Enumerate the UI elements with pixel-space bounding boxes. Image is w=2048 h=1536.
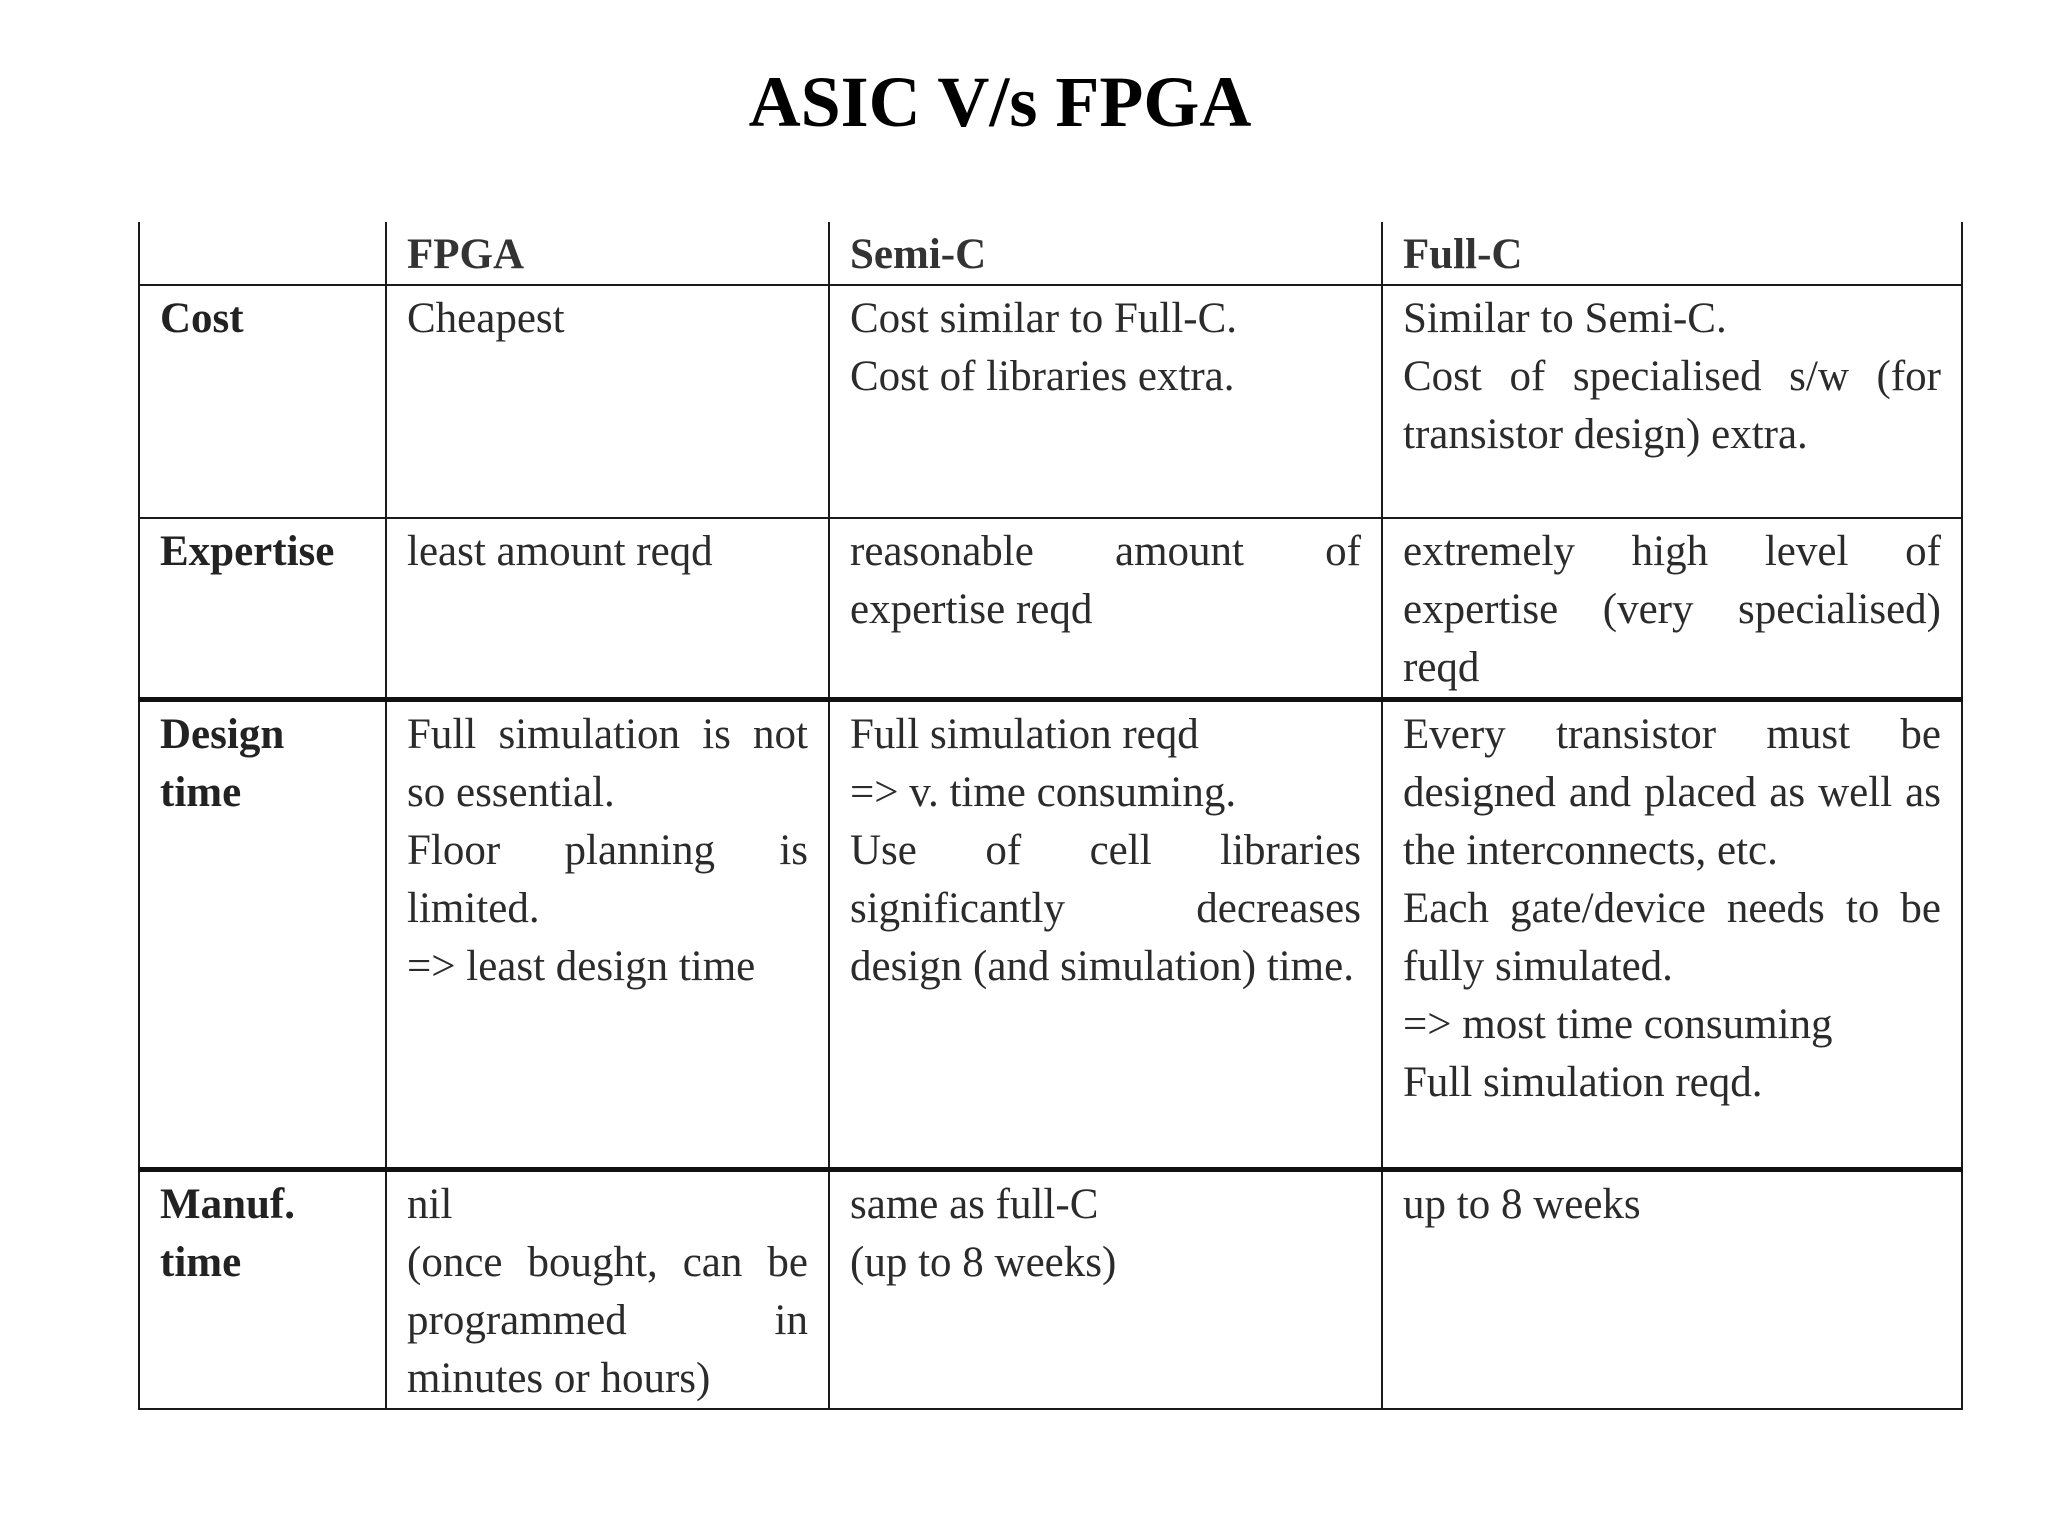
cell-line: Cost of specialised s/w (for transistor design) extra. xyxy=(1403,353,1941,458)
cell-line: nil xyxy=(407,1181,453,1228)
cell-line: Similar to Semi-C. xyxy=(1403,295,1727,342)
cell-line: Full simulation is not so essential. xyxy=(407,711,808,816)
header-cell-full-c: Full-C xyxy=(1382,222,1962,285)
cell-line: Cheapest xyxy=(407,295,565,342)
comparison-table xyxy=(138,222,1963,1410)
header-cell-semi-c: Semi-C xyxy=(829,222,1382,285)
cell-line: Cost of libraries extra. xyxy=(850,353,1235,400)
cell-line: Floor planning is limited. xyxy=(407,827,808,932)
cell-line: Full simulation reqd. xyxy=(1403,1059,1763,1106)
cell-line: => v. time consuming. xyxy=(850,769,1237,816)
cell-cost-semi-c xyxy=(829,285,1382,518)
cell-manuf-time-fpga xyxy=(386,1170,829,1410)
cell-design-time-fpga xyxy=(386,700,829,1170)
cell-line: up to 8 weeks xyxy=(1403,1181,1641,1228)
cell-expertise-full-c xyxy=(1382,518,1962,700)
cell-line: Cost similar to Full-C. xyxy=(850,295,1238,342)
cell-line: same as full-C xyxy=(850,1181,1099,1228)
cell-line: Full simulation reqd xyxy=(850,711,1199,758)
page-title: ASIC V/s FPGA xyxy=(748,62,1252,142)
cell-design-time-full-c xyxy=(1382,700,1962,1170)
header-cell-empty xyxy=(139,222,386,285)
cell-line: extremely high level of expertise (very specialised) reqd xyxy=(1403,528,1941,691)
row-label-cost: Cost xyxy=(139,285,386,518)
cell-line: (once bought, can be programmed in minutes or hours) xyxy=(407,1239,808,1402)
row-label-manuf-time: Manuf. time xyxy=(139,1170,386,1410)
row-label-design-time: Design time xyxy=(139,700,386,1170)
cell-line: (up to 8 weeks) xyxy=(850,1239,1117,1286)
table-row-cost xyxy=(139,285,1962,518)
cell-expertise-semi-c xyxy=(829,518,1382,700)
cell-line: reasonable amount of expertise reqd xyxy=(850,528,1361,633)
cell-line: Every transistor must be designed and placed as well as the interconnects, etc. xyxy=(1403,711,1941,874)
cell-line: Use of cell libraries significantly decreases design (and simulation) time. xyxy=(850,827,1361,990)
cell-line: => least design time xyxy=(407,943,756,990)
table-row-design-time xyxy=(139,700,1962,1170)
table-header-row xyxy=(139,222,1962,285)
cell-manuf-time-full-c xyxy=(1382,1170,1962,1410)
cell-line: Each gate/device needs to be fully simulated. xyxy=(1403,885,1941,990)
cell-line: => most time consuming xyxy=(1403,1001,1833,1048)
row-label-expertise: Expertise xyxy=(139,518,386,700)
cell-line: least amount reqd xyxy=(407,528,713,575)
cell-design-time-semi-c xyxy=(829,700,1382,1170)
cell-manuf-time-semi-c xyxy=(829,1170,1382,1410)
table-row-expertise xyxy=(139,518,1962,700)
cell-cost-full-c xyxy=(1382,285,1962,518)
cell-expertise-fpga xyxy=(386,518,829,700)
table-row-manuf-time xyxy=(139,1170,1962,1410)
header-cell-fpga: FPGA xyxy=(386,222,829,285)
cell-cost-fpga xyxy=(386,285,829,518)
